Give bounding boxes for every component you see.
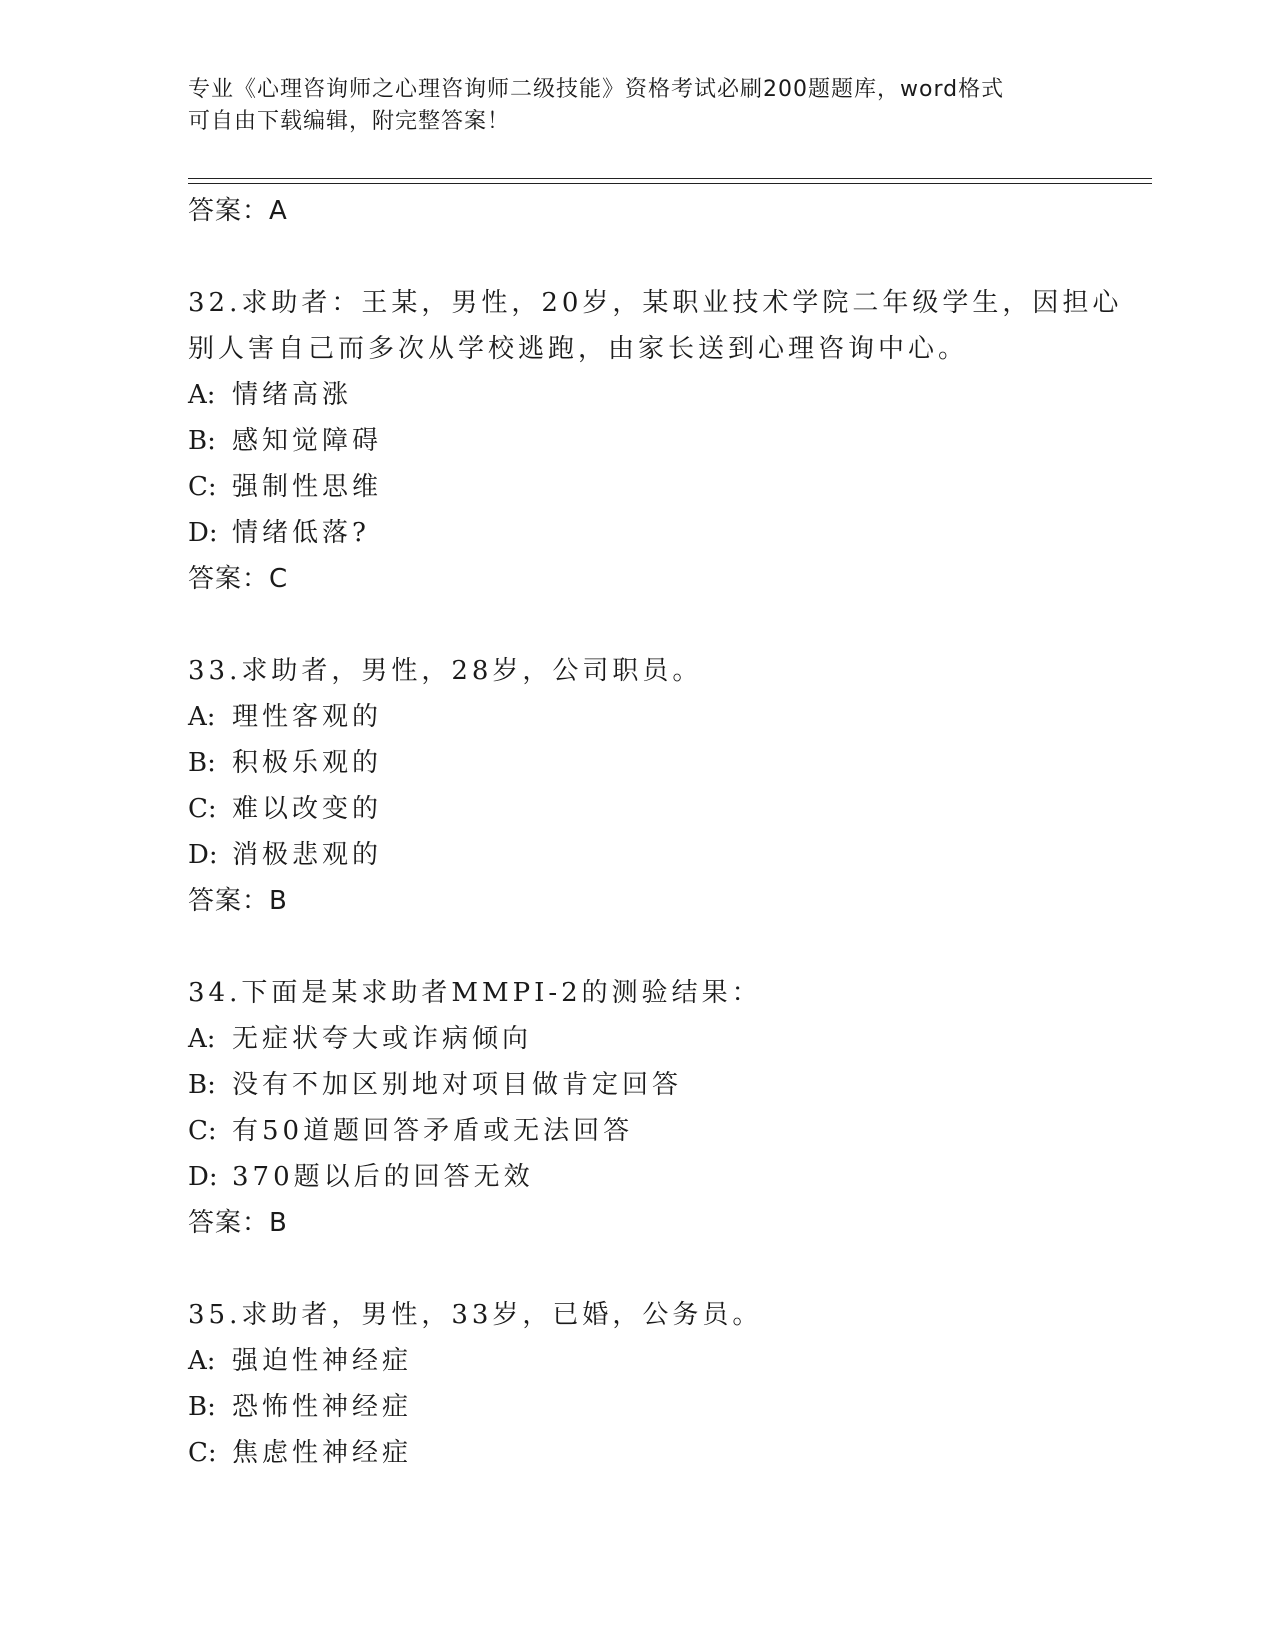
document-header — [188, 74, 1088, 138]
option-c — [188, 1108, 1088, 1154]
option-key: A: — [188, 380, 216, 410]
option-text: 强制性思维 — [232, 472, 383, 502]
option-b — [188, 1062, 1088, 1108]
option-key: A: — [188, 1024, 216, 1054]
option-c — [188, 1430, 1088, 1476]
question-stem-line: 34.下面是某求助者MMPI-2的测验结果： — [188, 978, 762, 1008]
option-key: A: — [188, 1346, 216, 1376]
option-key: D: — [188, 518, 218, 548]
option-key: B: — [188, 748, 216, 778]
option-text: 没有不加区别地对项目做肯定回答 — [232, 1070, 683, 1100]
option-text: 情绪低落? — [232, 518, 370, 548]
option-d — [188, 510, 1088, 556]
option-key: D: — [188, 840, 218, 870]
option-d — [188, 1154, 1088, 1200]
option-text: 强迫性神经症 — [232, 1346, 413, 1376]
option-text: 情绪高涨 — [232, 380, 353, 410]
header-line-2: 可自由下载编辑，附完整答案！ — [188, 109, 511, 134]
question-32 — [188, 280, 1123, 602]
option-d — [188, 832, 1088, 878]
option-key: B: — [188, 1070, 216, 1100]
option-text: 有50道题回答矛盾或无法回答 — [232, 1116, 634, 1146]
option-b — [188, 740, 1088, 786]
question-stem-line: 33.求助者，男性，28岁，公司职员。 — [188, 656, 703, 686]
option-a — [188, 694, 1088, 740]
question-stem-line: 32.求助者：王某，男性，20岁，某职业技术学院二年级学生，因担心 — [188, 288, 1123, 318]
header-divider-bottom — [188, 183, 1152, 184]
question-stem-line: 别人害自己而多次从学校逃跑，由家长送到心理咨询中心。 — [188, 334, 969, 364]
option-text: 积极乐观的 — [232, 748, 383, 778]
question-34 — [188, 970, 1088, 1246]
option-text: 理性客观的 — [232, 702, 383, 732]
option-a — [188, 1338, 1088, 1384]
document-body — [188, 188, 1123, 1476]
option-b — [188, 418, 1088, 464]
option-c — [188, 464, 1088, 510]
option-key: C: — [188, 472, 217, 502]
option-text: 感知觉障碍 — [232, 426, 383, 456]
option-key: D: — [188, 1162, 218, 1192]
option-key: C: — [188, 1116, 217, 1146]
question-stem-line: 35.求助者，男性，33岁，已婚，公务员。 — [188, 1300, 763, 1330]
previous-answer: 答案：A — [188, 196, 288, 226]
answer-line: 答案：B — [188, 886, 288, 916]
answer-line: 答案：C — [188, 564, 289, 594]
option-text: 恐怖性神经症 — [232, 1392, 413, 1422]
option-a — [188, 372, 1088, 418]
option-a — [188, 1016, 1088, 1062]
option-text: 难以改变的 — [232, 794, 383, 824]
answer-line: 答案：B — [188, 1208, 288, 1238]
option-text: 消极悲观的 — [232, 840, 383, 870]
header-divider-top — [188, 178, 1152, 179]
option-key: C: — [188, 794, 217, 824]
option-key: B: — [188, 426, 216, 456]
option-text: 370题以后的回答无效 — [232, 1162, 534, 1192]
option-key: C: — [188, 1438, 217, 1468]
question-33 — [188, 648, 1088, 924]
header-line-1: 专业《心理咨询师之心理咨询师二级技能》资格考试必刷200题题库，word格式 — [188, 77, 1005, 102]
option-text: 焦虑性神经症 — [232, 1438, 413, 1468]
option-c — [188, 786, 1088, 832]
option-b — [188, 1384, 1088, 1430]
option-key: B: — [188, 1392, 216, 1422]
question-35 — [188, 1292, 1088, 1476]
option-key: A: — [188, 702, 216, 732]
option-text: 无症状夸大或诈病倾向 — [232, 1024, 533, 1054]
